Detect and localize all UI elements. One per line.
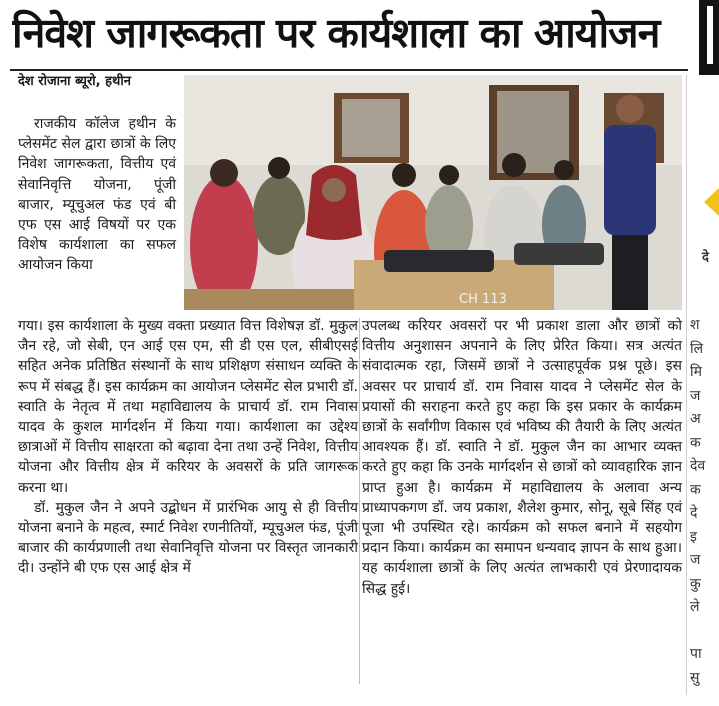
- headline: निवेश जागरूकता पर कार्यशाला का आयोजन: [12, 9, 660, 57]
- adjacent-line: लि: [690, 340, 704, 357]
- body-paragraph: डॉ. मुकुल जैन ने अपने उद्बोधन में प्रारंभिक आयु से ही वित्तीय योजना बनाने के महत्व, स्मार्ट निवेश रणनीतियों, म्यूचुअल फंड, पूंजी बाजार की कार्यप्रणाली तथा सेवानिवृत्ति योजना पर विस्तृत जानकारी दी। उन्होंने बी एफ एस आई क्षेत्र में: [18, 499, 358, 577]
- adjacent-article-fragment: [690, 314, 719, 690]
- adjacent-line: ज: [690, 387, 701, 404]
- intro-paragraph: राजकीय कॉलेज हथीन के प्लेसमेंट सेल द्वारा छात्रों के लिए निवेश जागरूकता, वित्तीय एवं सेवानिवृत्ति योजना, पूंजी बाजार, म्यूचुअल फंड एवं बी एफ एस आई विषयों पर एक विशेष कार्यशाला का सफल आयोजन किया: [18, 116, 176, 274]
- body-paragraph: गया। इस कार्यशाला के मुख्य वक्ता प्रख्यात वित्त विशेषज्ञ डॉ. मुकुल जैन रहे, जो सेबी, एन आई एस एम, सी डी एस एल, सीबीएसई सहित अनेक प्रतिष्ठित संस्थानों के साथ प्रशिक्षण संसाधन व्यक्ति के रूप में संबद्ध हैं। इस कार्यक्रम का आयोजन प्लेसमेंट सेल प्रभारी डॉ. स्वाति के नेतृत्व में तथा महाविद्यालय के प्राचार्य डॉ. राम निवास यादव के कुशल मार्गदर्शन में किया गया। कार्यशाला का उद्देश्य छात्राओं में वित्तीय साक्षरता को बढ़ावा देना तथा उन्हें निवेश, वित्तीय योजना और वित्तीय क्षेत्र में करियर के अवसरों के प्रति जागरूक करना था।: [18, 318, 358, 496]
- intro-column: [18, 114, 176, 276]
- adjacent-line: श: [690, 317, 700, 333]
- adjacent-heading-fragment: दे: [702, 250, 709, 265]
- adjacent-line: ले: [690, 599, 700, 615]
- body-column-2: [362, 316, 682, 599]
- adjacent-line: कु: [690, 575, 701, 592]
- body-paragraph: उपलब्ध करियर अवसरों पर भी प्रकाश डाला और छात्रों को वित्तीय अनुशासन अपनाने के लिए प्रेरित किया। सत्र अत्यंत संवादात्मक रहा, जिसमें छात्रों ने उत्साहपूर्वक प्रश्न पूछे। इस अवसर पर प्राचार्य डॉ. राम निवास यादव ने प्लेसमेंट सेल के प्रयासों की सराहना करते हुए कहा कि इस प्रकार के कार्यक्रम छात्रों के सर्वांगीण विकास एवं भविष्य की तैयारी के लिए अत्यंत आवश्यक हैं। डॉ. स्वाति ने डॉ. मुकुल जैन का आभार व्यक्त करते हुए कहा कि उनके मार्गदर्शन से छात्रों को व्यावहारिक ज्ञान प्राप्त हुआ है। कार्यक्रम में महाविद्यालय के अलावा अन्य प्राध्यापकगण डॉ. जय प्रकाश, शैलेश कुमार, सोनू, सूबे सिंह एवं पूजा भी उपस्थित रहे। कार्यक्रम को सफल बनाने में सहयोग प्रदान किया। कार्यक्रम का समापन धन्यवाद ज्ञापन के साथ हुआ। यह कार्यशाला छात्रों के लिए अत्यंत लाभकारी एवं प्रेरणादायक सिद्ध हुई।: [362, 318, 682, 597]
- column-divider: [359, 318, 360, 684]
- article-photo: [184, 75, 682, 310]
- headline-rule: [10, 69, 688, 71]
- adjacent-line: दे: [690, 505, 698, 521]
- adjacent-dark-panel: [699, 0, 719, 75]
- adjacent-article-divider: [686, 75, 687, 695]
- adjacent-line: इ: [690, 528, 697, 545]
- adjacent-line: क: [690, 481, 701, 498]
- adjacent-line: पा: [690, 646, 702, 662]
- adjacent-line: क: [690, 434, 701, 451]
- adjacent-line: [690, 620, 719, 644]
- photo-desk-label: CH 113: [459, 292, 507, 307]
- adjacent-line: देव: [690, 458, 706, 474]
- byline: देश रोजाना ब्यूरो, हथीन: [18, 74, 131, 89]
- adjacent-line: मि: [690, 364, 702, 380]
- adjacent-yellow-marker: [704, 188, 719, 216]
- body-column-1: [18, 316, 358, 579]
- adjacent-line: अ: [690, 411, 701, 427]
- adjacent-line: सु: [690, 669, 700, 686]
- adjacent-line: ज: [690, 552, 701, 568]
